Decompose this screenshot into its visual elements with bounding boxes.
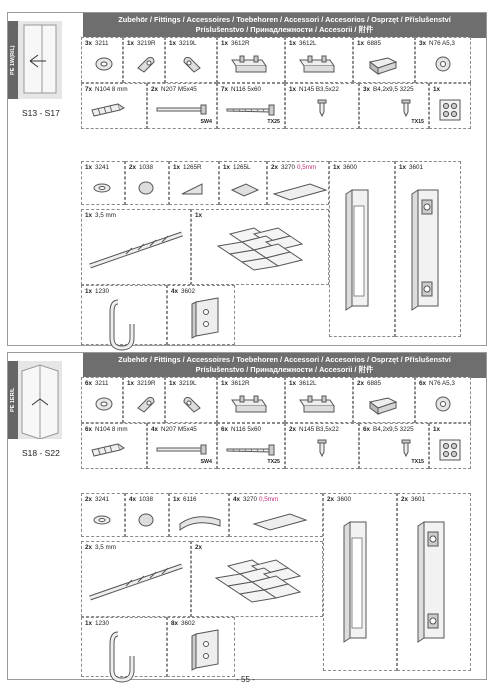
item-quantity: 1x xyxy=(221,40,229,47)
panel-header xyxy=(83,13,486,38)
model-column xyxy=(8,13,83,133)
plate-icon xyxy=(228,178,262,202)
item-code: 3612R xyxy=(231,40,250,47)
item-code: N207 M5x45 xyxy=(161,86,197,93)
item-label xyxy=(363,426,414,433)
disc-icon xyxy=(136,510,156,530)
item-label xyxy=(195,544,205,551)
fitting-item xyxy=(147,423,217,469)
item-code: 1230 xyxy=(95,620,110,627)
item-quantity: 1x xyxy=(433,426,441,433)
fitting-item xyxy=(169,493,229,537)
tool-size: TX15 xyxy=(411,459,424,465)
fitting-item xyxy=(123,377,165,423)
item-code: 3219R xyxy=(137,380,156,387)
item-quantity: 1x xyxy=(85,212,93,219)
fitting-item xyxy=(81,83,147,129)
fitting-item xyxy=(125,493,169,537)
clip-icon xyxy=(188,296,222,340)
tinyscrew-icon xyxy=(398,98,414,120)
item-label xyxy=(85,212,116,219)
arc-icon xyxy=(176,508,224,534)
fitting-item xyxy=(285,83,359,129)
fitting-item xyxy=(167,285,235,345)
item-label xyxy=(171,288,195,295)
item-code: 3612L xyxy=(299,380,317,387)
fitting-item xyxy=(219,161,267,205)
item-thickness: 0,5mm xyxy=(297,164,317,171)
item-label xyxy=(127,380,156,387)
item-label xyxy=(419,380,455,387)
capR-icon xyxy=(134,394,158,416)
item-quantity: 1x xyxy=(333,164,341,171)
item-quantity: 7x xyxy=(85,86,93,93)
item-quantity: 2x xyxy=(85,496,93,503)
nut-icon xyxy=(432,394,454,414)
fitting-item xyxy=(415,377,471,423)
item-quantity: 1x xyxy=(85,620,93,627)
fitting-item xyxy=(81,493,125,537)
item-quantity: 1x xyxy=(357,40,365,47)
item-quantity: 8x xyxy=(171,620,179,627)
item-code: 3,5 mm xyxy=(95,544,117,551)
tool-size: SW4 xyxy=(200,119,212,125)
fitting-item xyxy=(191,541,323,617)
item-label xyxy=(85,620,109,627)
item-quantity: 4x xyxy=(151,426,159,433)
handle-icon xyxy=(336,518,380,648)
bracket-icon xyxy=(228,52,272,76)
fitting-item xyxy=(323,493,397,671)
header-line-2: Príslušenstvo / Принадлежности / Accesorii / 附件 xyxy=(195,25,374,34)
fitting-item xyxy=(191,209,329,285)
item-code: 3600 xyxy=(343,164,358,171)
item-code: 6116 xyxy=(183,496,197,503)
item-label xyxy=(85,426,128,433)
item-quantity: 1x xyxy=(289,40,297,47)
item-code: N116 5x60 xyxy=(231,86,262,93)
fitting-item xyxy=(147,83,217,129)
fitting-item xyxy=(267,161,329,205)
item-label xyxy=(127,40,156,47)
item-label xyxy=(357,380,381,387)
item-label xyxy=(289,40,317,47)
item-quantity: 2x xyxy=(357,380,365,387)
item-code: 3602 xyxy=(181,288,196,295)
item-code: 3601 xyxy=(409,164,424,171)
bracket-icon xyxy=(296,52,340,76)
item-quantity: 6x xyxy=(85,426,93,433)
fitting-item xyxy=(81,285,167,345)
item-code: 3,5 mm xyxy=(95,212,117,219)
item-label xyxy=(129,164,153,171)
item-code: 3601 xyxy=(411,496,426,503)
item-label xyxy=(233,496,278,503)
washer-icon xyxy=(92,54,116,74)
dowel-icon xyxy=(90,438,130,462)
bolt-icon xyxy=(154,438,208,460)
item-quantity: 4x xyxy=(129,496,137,503)
item-label xyxy=(221,426,261,433)
capL-icon xyxy=(180,54,204,76)
item-quantity: 2x xyxy=(327,496,335,503)
screw-icon xyxy=(224,438,276,460)
item-quantity: 1x xyxy=(85,164,93,171)
item-code: 1038 xyxy=(139,496,154,503)
page-number: - 55 - xyxy=(236,675,255,684)
lens-icon xyxy=(90,178,114,198)
item-label xyxy=(363,86,414,93)
fitting-item xyxy=(415,37,471,83)
item-thickness: 0,5mm xyxy=(259,496,279,503)
item-quantity: 1x xyxy=(85,288,93,295)
item-quantity: 6x xyxy=(363,426,371,433)
item-code: B4,2x9,5 3225 xyxy=(373,86,414,93)
fitting-item xyxy=(429,423,471,469)
item-quantity: 4x xyxy=(233,496,241,503)
item-label xyxy=(221,86,261,93)
washer-icon xyxy=(92,394,116,414)
disc-icon xyxy=(136,178,156,198)
item-code: N145 B3,5x22 xyxy=(299,426,339,433)
item-code: 3211 xyxy=(95,40,109,47)
item-quantity: 2x xyxy=(85,544,93,551)
item-label xyxy=(85,40,109,47)
header-line-2: Príslušenstvo / Принадлежности / Accesorii / 附件 xyxy=(195,365,374,374)
block-icon xyxy=(366,392,402,416)
padsq-icon xyxy=(438,98,462,122)
item-label xyxy=(173,496,197,503)
page-range: S18 - S22 xyxy=(22,448,60,458)
fitting-item xyxy=(359,83,429,129)
item-code: 6885 xyxy=(367,380,382,387)
item-quantity: 1x xyxy=(195,212,203,219)
item-label xyxy=(85,288,109,295)
wedge-icon xyxy=(180,178,204,200)
item-quantity: 1x xyxy=(127,380,135,387)
lens-icon xyxy=(90,510,114,530)
item-quantity: 1x xyxy=(169,380,177,387)
item-code: B4,2x9,5 3225 xyxy=(373,426,414,433)
bracket-icon xyxy=(296,392,340,416)
item-code: 1038 xyxy=(139,164,154,171)
item-code: 3219R xyxy=(137,40,156,47)
fitting-item xyxy=(429,83,471,129)
fitting-item xyxy=(217,377,285,423)
item-label xyxy=(221,380,250,387)
tinyscrew-icon xyxy=(314,438,330,460)
item-code: N104 8 mm xyxy=(95,426,128,433)
thinplate-icon xyxy=(250,508,308,534)
fitting-item xyxy=(165,377,217,423)
item-quantity: 4x xyxy=(171,288,179,295)
handle-icon xyxy=(338,186,382,316)
tinyscrew-icon xyxy=(314,98,330,120)
item-quantity: 6x xyxy=(85,380,93,387)
fitting-item xyxy=(81,161,125,205)
shower-illustration xyxy=(18,361,62,439)
item-code: 3612L xyxy=(299,40,317,47)
fitting-item xyxy=(81,541,191,617)
item-label xyxy=(401,496,425,503)
fitting-item xyxy=(165,37,217,83)
item-quantity: 2x xyxy=(129,164,137,171)
item-code: N116 5x60 xyxy=(231,426,262,433)
fitting-item xyxy=(217,83,285,129)
shower-illustration xyxy=(18,21,62,99)
item-quantity: 1x xyxy=(127,40,135,47)
item-code: N145 B3,5x22 xyxy=(299,86,339,93)
item-code: N104 8 mm xyxy=(95,86,128,93)
item-label xyxy=(129,496,153,503)
bracket-icon xyxy=(228,392,272,416)
drill-icon xyxy=(86,226,186,274)
fitting-item xyxy=(395,161,461,337)
item-label xyxy=(223,164,251,171)
item-code: 1230 xyxy=(95,288,110,295)
item-quantity: 1x xyxy=(169,40,177,47)
item-code: 1265L xyxy=(233,164,251,171)
item-quantity: 6x xyxy=(419,380,427,387)
item-label xyxy=(85,380,109,387)
fitting-item xyxy=(167,617,235,677)
item-quantity: 3x xyxy=(85,40,93,47)
item-quantity: 1x xyxy=(221,380,229,387)
bolt-icon xyxy=(154,98,208,120)
fitting-item xyxy=(285,377,353,423)
padsq-icon xyxy=(438,438,462,462)
fittings-panel xyxy=(7,12,487,346)
item-label xyxy=(333,164,357,171)
fittings-panel xyxy=(7,352,487,680)
item-code: 3612R xyxy=(231,380,250,387)
drill-icon xyxy=(86,558,186,606)
fitting-item xyxy=(285,37,353,83)
item-label xyxy=(151,426,197,433)
item-label xyxy=(169,40,197,47)
fitting-item xyxy=(229,493,323,537)
item-label xyxy=(85,86,128,93)
fitting-item xyxy=(81,37,123,83)
fitting-item xyxy=(81,377,123,423)
grid-icon xyxy=(210,224,310,278)
block-icon xyxy=(366,52,402,76)
capR-icon xyxy=(134,54,158,76)
item-quantity: 6x xyxy=(221,426,229,433)
item-label xyxy=(289,380,317,387)
fitting-item xyxy=(329,161,395,337)
item-code: N207 M5x45 xyxy=(161,426,197,433)
item-quantity: 2x xyxy=(151,86,159,93)
page-range: S13 - S17 xyxy=(22,108,60,118)
fitting-item xyxy=(81,617,167,677)
item-code: 3219L xyxy=(179,40,197,47)
item-quantity: 2x xyxy=(289,426,297,433)
item-quantity: 7x xyxy=(221,86,229,93)
item-label xyxy=(289,86,339,93)
item-label xyxy=(433,426,443,433)
item-label xyxy=(327,496,351,503)
item-label xyxy=(85,496,109,503)
tool-size: TX15 xyxy=(411,119,424,125)
item-label xyxy=(151,86,197,93)
item-code: 3219L xyxy=(179,380,197,387)
item-quantity: 2x xyxy=(271,164,279,171)
item-code: 3241 xyxy=(95,164,110,171)
item-quantity: 2x xyxy=(401,496,409,503)
item-label xyxy=(433,86,443,93)
item-label xyxy=(173,164,202,171)
hook-icon xyxy=(108,298,138,354)
fitting-item xyxy=(353,37,415,83)
fitting-item xyxy=(81,209,191,285)
item-label xyxy=(399,164,423,171)
item-code: N76 A5,3 xyxy=(429,40,455,47)
item-label xyxy=(85,164,109,171)
item-label xyxy=(271,164,316,171)
item-label xyxy=(419,40,455,47)
item-quantity: 1x xyxy=(223,164,231,171)
item-code: 3270 xyxy=(243,496,258,503)
item-quantity: 1x xyxy=(399,164,407,171)
clip-icon xyxy=(188,628,222,672)
model-tab: PE 1W(R/L) xyxy=(8,21,18,99)
tool-size: TX25 xyxy=(267,119,280,125)
item-code: 3241 xyxy=(95,496,110,503)
item-quantity: 1x xyxy=(173,496,181,503)
item-label xyxy=(221,40,250,47)
tool-size: TX25 xyxy=(267,459,280,465)
item-code: 3270 xyxy=(281,164,296,171)
fitting-item xyxy=(125,161,169,205)
item-quantity: 1x xyxy=(289,86,297,93)
item-code: 3602 xyxy=(181,620,196,627)
model-tab: PE 1ER/L xyxy=(8,361,18,439)
item-quantity: 3x xyxy=(363,86,371,93)
header-line-1: Zubehör / Fittings / Accessoires / Toebehoren / Accessori / Accesorios / Osprzęt / Příslušenství xyxy=(118,15,451,24)
grid-icon xyxy=(208,556,308,610)
panel-header xyxy=(83,353,486,378)
fitting-item xyxy=(81,423,147,469)
fitting-item xyxy=(397,493,471,671)
item-label xyxy=(171,620,195,627)
item-label xyxy=(357,40,381,47)
fitting-item xyxy=(217,423,285,469)
item-label xyxy=(85,544,116,551)
handle2-icon xyxy=(410,518,454,648)
item-label xyxy=(289,426,339,433)
item-label xyxy=(169,380,197,387)
model-column xyxy=(8,353,83,473)
fitting-item xyxy=(217,37,285,83)
item-code: 1265R xyxy=(183,164,202,171)
fitting-item xyxy=(123,37,165,83)
item-label xyxy=(195,212,205,219)
item-code: 6885 xyxy=(367,40,382,47)
item-quantity: 2x xyxy=(195,544,203,551)
header-line-1: Zubehör / Fittings / Accessoires / Toebehoren / Accessori / Accesorios / Osprzęt / Příslušenství xyxy=(118,355,451,364)
dowel-icon xyxy=(90,98,130,122)
tool-size: SW4 xyxy=(200,459,212,465)
fitting-item xyxy=(353,377,415,423)
fitting-item xyxy=(359,423,429,469)
screw-icon xyxy=(224,98,276,120)
thinplate-icon xyxy=(270,178,328,204)
tinyscrew-icon xyxy=(398,438,414,460)
capL-icon xyxy=(180,394,204,416)
nut-icon xyxy=(432,54,454,74)
item-code: 3211 xyxy=(95,380,109,387)
item-quantity: 3x xyxy=(419,40,427,47)
handle2-icon xyxy=(404,186,448,316)
item-quantity: 1x xyxy=(173,164,181,171)
item-quantity: 1x xyxy=(289,380,297,387)
item-code: 3600 xyxy=(337,496,352,503)
item-code: N76 A5,3 xyxy=(429,380,455,387)
item-quantity: 1x xyxy=(433,86,441,93)
fitting-item xyxy=(169,161,219,205)
fitting-item xyxy=(285,423,359,469)
